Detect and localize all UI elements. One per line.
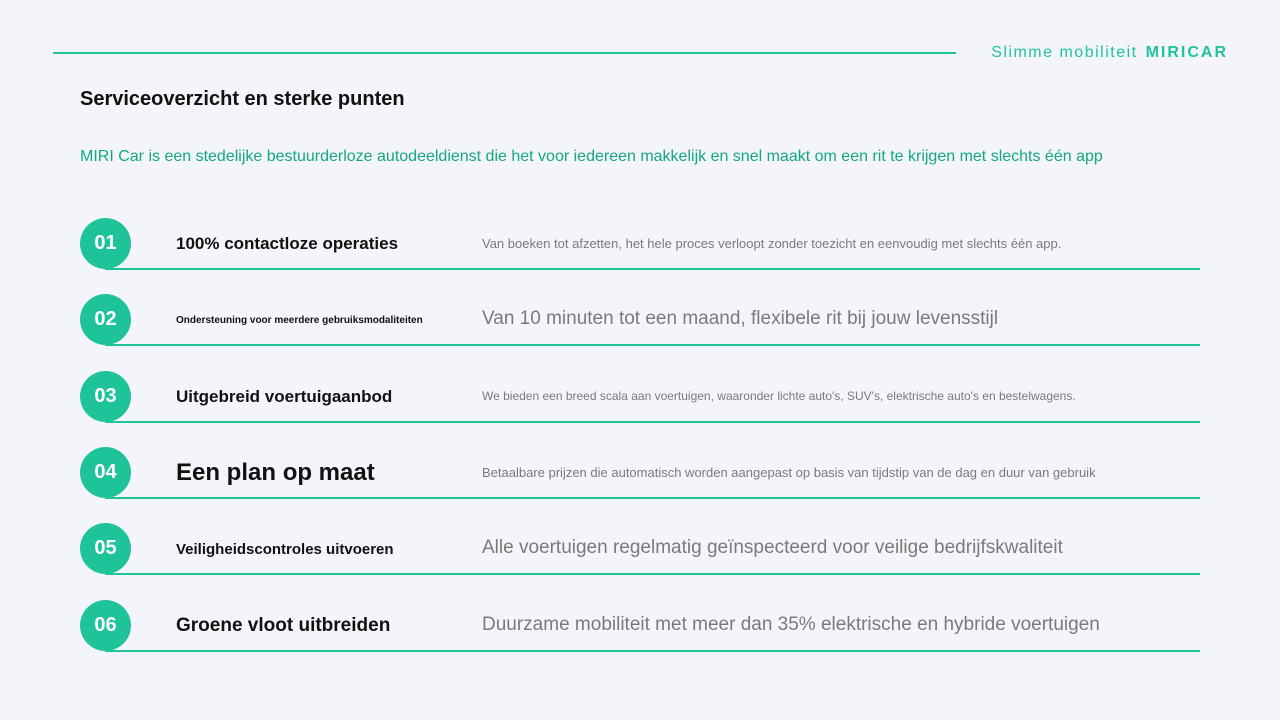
brand-tagline: Slimme mobiliteit	[991, 44, 1138, 61]
service-item	[80, 447, 1200, 499]
item-description: Van boeken tot afzetten, het hele proces verloopt zonder toezicht en eenvoudig met slechts één app.	[482, 235, 1062, 251]
header-divider	[53, 52, 956, 54]
brand-header	[991, 44, 1228, 62]
item-title: Ondersteuning voor meerdere gebruiksmodaliteiten	[176, 314, 423, 326]
item-description: We bieden een breed scala aan voertuigen, waaronder lichte auto's, SUV's, elektrische auto's en bestelwagens.	[482, 389, 1076, 403]
brand-name: MIRICAR	[1145, 44, 1228, 61]
item-description: Van 10 minuten tot een maand, flexibele rit bij jouw levensstijl	[482, 308, 999, 329]
service-item	[80, 600, 1200, 652]
item-title: Groene vloot uitbreiden	[176, 615, 391, 636]
item-title: Veiligheidscontroles uitvoeren	[176, 540, 394, 558]
item-title: Een plan op maat	[176, 459, 375, 486]
item-number-badge: 02	[80, 294, 131, 345]
item-number-badge: 01	[80, 218, 131, 269]
item-title: 100% contactloze operaties	[176, 234, 399, 253]
service-item	[80, 218, 1200, 270]
item-description: Duurzame mobiliteit met meer dan 35% elektrische en hybride voertuigen	[482, 614, 1100, 635]
service-item	[80, 523, 1200, 575]
item-title: Uitgebreid voertuigaanbod	[176, 387, 393, 406]
intro-text: MIRI Car is een stedelijke bestuurderloze autodeeldienst die het voor iedereen makkelijk en snel maakt om een rit te krijgen met slechts één app	[80, 148, 1103, 165]
item-number-badge: 04	[80, 447, 131, 498]
item-number-badge: 06	[80, 600, 131, 651]
page-title: Serviceoverzicht en sterke punten	[80, 88, 405, 110]
item-number-badge: 03	[80, 371, 131, 422]
service-item	[80, 294, 1200, 346]
item-description: Alle voertuigen regelmatig geïnspecteerd voor veilige bedrijfskwaliteit	[482, 537, 1063, 558]
service-item	[80, 371, 1200, 423]
item-description: Betaalbare prijzen die automatisch worden aangepast op basis van tijdstip van de dag en duur van gebruik	[482, 464, 1096, 480]
item-number-badge: 05	[80, 523, 131, 574]
